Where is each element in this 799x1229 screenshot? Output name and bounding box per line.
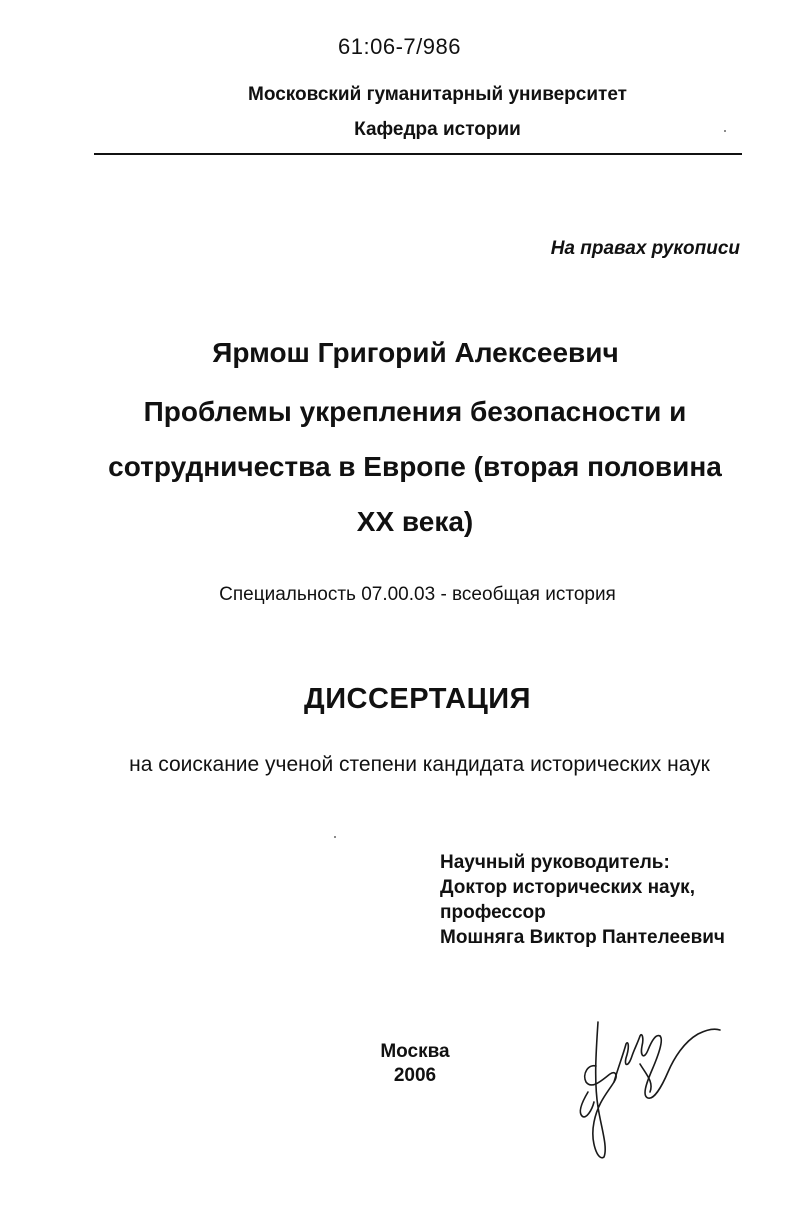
document-type: ДИССЕРТАЦИЯ bbox=[304, 683, 531, 715]
title-line: сотрудничества в Европе (вторая половина bbox=[108, 451, 722, 482]
catalog-code: 61:06-7/986 bbox=[338, 34, 461, 59]
dissertation-title bbox=[100, 384, 730, 549]
degree-line: на соискание ученой степени кандидата исторических наук bbox=[129, 753, 710, 776]
year: 2006 bbox=[393, 1065, 437, 1086]
signature-icon bbox=[568, 1012, 728, 1162]
university-name: Московский гуманитарный университет bbox=[248, 84, 627, 105]
place-year-block bbox=[365, 1040, 465, 1088]
department-name: Кафедра истории bbox=[354, 119, 521, 140]
author-name: Ярмош Григорий Алексеевич bbox=[212, 337, 619, 368]
supervisor-label: Научный руководитель: bbox=[440, 852, 670, 873]
supervisor-degree: Доктор исторических наук, bbox=[440, 877, 695, 898]
supervisor-name: Мошняга Виктор Пантелеевич bbox=[440, 927, 725, 948]
rights-note: На правах рукописи bbox=[550, 238, 740, 259]
supervisor-block bbox=[440, 850, 725, 950]
title-line: XX века) bbox=[356, 506, 474, 537]
header-divider bbox=[94, 153, 742, 155]
scan-speck bbox=[724, 130, 726, 132]
scan-speck bbox=[334, 836, 336, 838]
city: Москва bbox=[380, 1041, 450, 1062]
speciality: Специальность 07.00.03 - всеобщая история bbox=[219, 584, 616, 605]
supervisor-rank: профессор bbox=[440, 902, 546, 923]
title-line: Проблемы укрепления безопасности и bbox=[143, 396, 687, 427]
